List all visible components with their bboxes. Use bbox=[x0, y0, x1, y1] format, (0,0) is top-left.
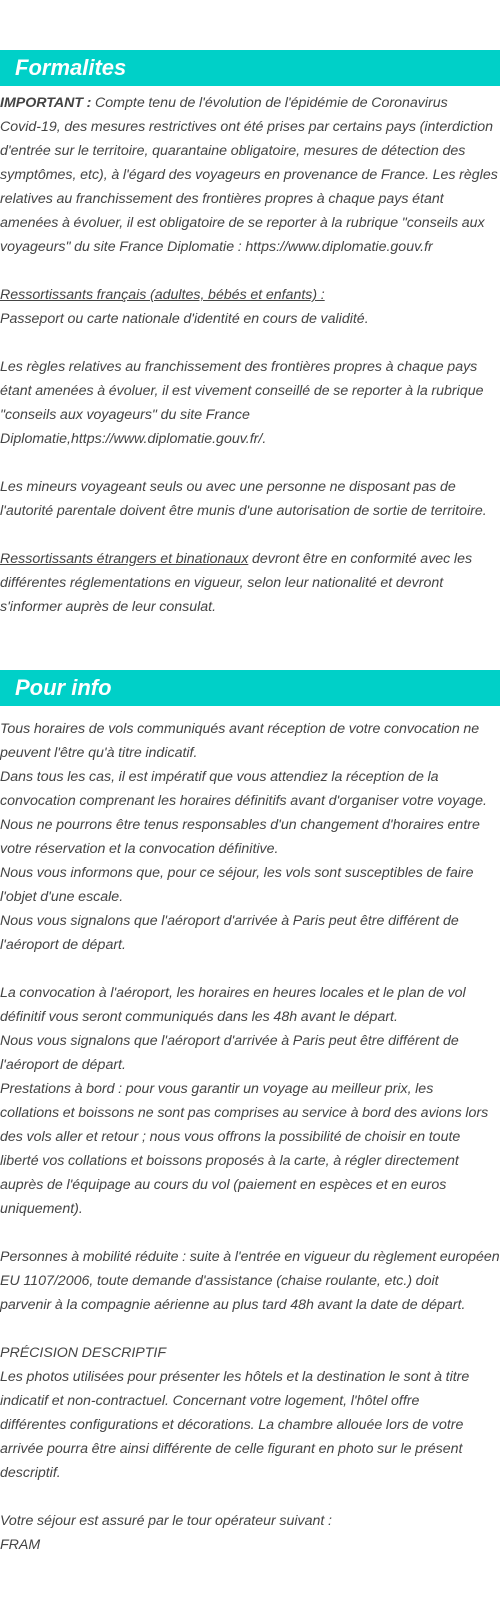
text-line: amenées à évoluer, il est obligatoire de se reporter à la rubrique "conseils aux bbox=[0, 215, 485, 231]
paragraph-gap bbox=[0, 1221, 500, 1245]
text-line: EU 1107/2006, toute demande d'assistance (chaise roulante, etc.) doit bbox=[0, 1273, 439, 1289]
text-line: symptômes, etc), à l'égard des voyageurs en provenance de France. Les règles bbox=[0, 167, 498, 183]
text-line: indicatif et non-contractuel. Concernant votre logement, l'hôtel offre bbox=[0, 1393, 420, 1409]
text-line: uniquement). bbox=[0, 1201, 83, 1217]
text-line: différentes configurations et décorations. La chambre allouée lors de votre bbox=[0, 1417, 464, 1433]
text-line: La convocation à l'aéroport, les horaires en heures locales et le plan de vol bbox=[0, 985, 466, 1001]
section-header-pour-info bbox=[0, 670, 500, 706]
text-line: Votre séjour est assuré par le tour opérateur suivant : bbox=[0, 1513, 332, 1529]
text-line: voyageurs" du site France Diplomatie : https://www.diplomatie.gouv.fr bbox=[0, 239, 433, 255]
paragraph-gap bbox=[0, 259, 500, 283]
paragraph-gap bbox=[0, 957, 500, 981]
text-line bbox=[0, 91, 500, 115]
text-line: relatives au franchissement des frontières propres à chaque pays étant bbox=[0, 191, 444, 207]
text-line: descriptif. bbox=[0, 1465, 61, 1481]
text-line: Personnes à mobilité réduite : suite à l'entrée en vigueur du règlement européen bbox=[0, 1249, 500, 1265]
text-line: s'informer auprès de leur consulat. bbox=[0, 599, 217, 615]
foreign-nationals-heading: Ressortissants étrangers et binationaux bbox=[0, 551, 249, 567]
text-line: l'aéroport de départ. bbox=[0, 1057, 126, 1073]
page bbox=[0, 50, 500, 1557]
text-line: l'aéroport de départ. bbox=[0, 937, 126, 953]
text-line: l'autorité parentale doivent être munis d'une autorisation de sortie de territoire. bbox=[0, 503, 487, 519]
paragraph-gap bbox=[0, 1317, 500, 1341]
formalites-content bbox=[0, 91, 500, 619]
paragraph-gap bbox=[0, 523, 500, 547]
text-line: des vols aller et retour ; nous vous offrons la possibilité de choisir en toute bbox=[0, 1129, 461, 1145]
section-title-formalites: Formalites bbox=[15, 55, 127, 80]
text-line: Nous ne pourrons être tenus responsables d'un changement d'horaires entre bbox=[0, 817, 480, 833]
text-line: différentes réglementations en vigueur, selon leur nationalité et devront bbox=[0, 575, 444, 591]
text-line: Tous horaires de vols communiqués avant réception de votre convocation ne bbox=[0, 721, 480, 737]
text-line: Nous vous signalons que l'aéroport d'arrivée à Paris peut être différent de bbox=[0, 1033, 459, 1049]
text-line: devront être en conformité avec les bbox=[248, 551, 473, 567]
text-line: Les règles relatives au franchissement des frontières propres à chaque pays bbox=[0, 359, 478, 375]
section-header-formalites bbox=[0, 50, 500, 86]
paragraph-gap bbox=[0, 1485, 500, 1509]
text-line: convocation comprenant les horaires définitifs avant d'organiser votre voyage. bbox=[0, 793, 487, 809]
text-line: liberté vos collations et boissons proposés à la carte, à régler directement bbox=[0, 1153, 459, 1169]
text-line: d'entrée sur le territoire, quarantaine obligatoire, mesures de détection des bbox=[0, 143, 466, 159]
text-line: Passeport ou carte nationale d'identité en cours de validité. bbox=[0, 311, 369, 327]
text-line: votre réservation et la convocation définitive. bbox=[0, 841, 279, 857]
important-label: IMPORTANT : bbox=[0, 95, 92, 111]
info-content bbox=[0, 717, 500, 1557]
text-line: auprès de l'équipage au cours du vol (paiement en espèces et en euros bbox=[0, 1177, 447, 1193]
text-line: Compte tenu de l'évolution de l'épidémie de Coronavirus bbox=[91, 95, 448, 111]
text-line: Nous vous informons que, pour ce séjour, les vols sont susceptibles de faire bbox=[0, 865, 474, 881]
text-line: arrivée pourra être ainsi différente de celle figurant en photo sur le présent bbox=[0, 1441, 463, 1457]
text-line: Covid-19, des mesures restrictives ont été prises par certains pays (interdiction bbox=[0, 119, 493, 135]
text-line: Les photos utilisées pour présenter les hôtels et la destination le sont à titre bbox=[0, 1369, 470, 1385]
text-line: l'objet d'une escale. bbox=[0, 889, 124, 905]
paragraph-gap bbox=[0, 331, 500, 355]
text-line: Les mineurs voyageant seuls ou avec une personne ne disposant pas de bbox=[0, 479, 456, 495]
text-line: Nous vous signalons que l'aéroport d'arrivée à Paris peut être différent de bbox=[0, 913, 459, 929]
french-nationals-heading: Ressortissants français (adultes, bébés et enfants) : bbox=[0, 287, 325, 303]
text-line: Diplomatie,https://www.diplomatie.gouv.fr/. bbox=[0, 431, 267, 447]
text-line: "conseils aux voyageurs" du site France bbox=[0, 407, 250, 423]
section-title-pour-info: Pour info bbox=[15, 675, 112, 700]
text-line: Prestations à bord : pour vous garantir un voyage au meilleur prix, les bbox=[0, 1081, 434, 1097]
paragraph-gap bbox=[0, 451, 500, 475]
text-line bbox=[0, 547, 500, 571]
text-line: étant amenées à évoluer, il est vivement conseillé de se reporter à la rubrique bbox=[0, 383, 484, 399]
text-line: PRÉCISION DESCRIPTIF bbox=[0, 1345, 167, 1361]
text-line: définitif vous seront communiqués dans les 48h avant le départ. bbox=[0, 1009, 398, 1025]
text-line: FRAM bbox=[0, 1537, 41, 1553]
text-line: parvenir à la compagnie aérienne au plus tard 48h avant la date de départ. bbox=[0, 1297, 466, 1313]
text-line: Dans tous les cas, il est impératif que vous attendiez la réception de la bbox=[0, 769, 439, 785]
text-line: collations et boissons ne sont pas comprises au service à bord des avions lors bbox=[0, 1105, 489, 1121]
text-line: peuvent l'être qu'à titre indicatif. bbox=[0, 745, 198, 761]
